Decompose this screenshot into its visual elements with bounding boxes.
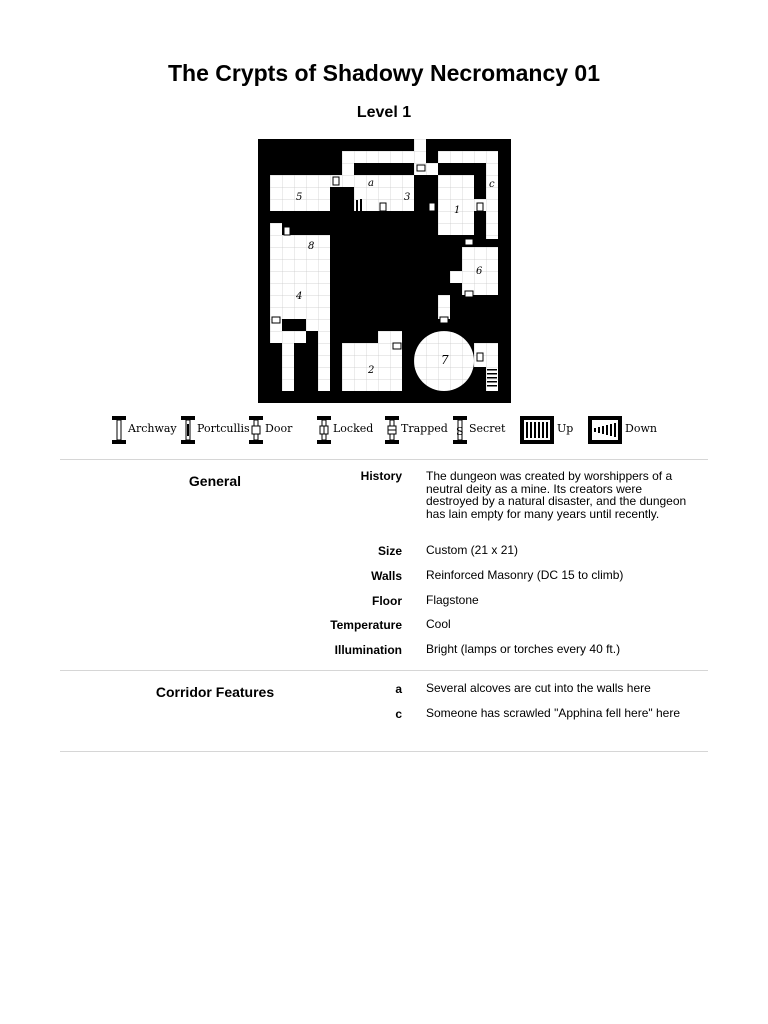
row-value-history: The dungeon was created by worshippers of a neutral deity as a mine. Its creators were destroyed by a natural disaster, and the dungeon has lain empty for many years until recently. — [426, 469, 687, 521]
legend-label-locked: Locked — [333, 422, 374, 435]
row-label-walls: Walls — [371, 569, 402, 583]
stairs-down-icon — [588, 416, 622, 444]
row-value-corridor-a: Several alcoves are cut into the walls here — [426, 681, 651, 695]
legend-label-down: Down — [625, 422, 657, 435]
room-label-1: 1 — [454, 205, 461, 216]
page-title: The Crypts of Shadowy Necromancy 01 — [167, 60, 600, 86]
room-label-6: 6 — [476, 266, 483, 277]
divider — [60, 751, 708, 752]
divider — [60, 670, 708, 671]
room-label-8: 8 — [308, 241, 315, 252]
map-legend — [0, 416, 768, 444]
row-value-corridor-c: Someone has scrawled "Apphina fell here" here — [426, 706, 681, 720]
row-value-temperature: Cool — [426, 617, 451, 631]
row-label-history: History — [360, 469, 402, 483]
legend-label-up: Up — [557, 422, 574, 435]
legend-label-trapped: Trapped — [401, 422, 448, 435]
svg-text:S: S — [456, 425, 464, 438]
row-label-illumination: Illumination — [334, 643, 402, 657]
archway-icon — [112, 416, 126, 444]
level-heading: Level 1 — [356, 104, 412, 121]
row-label-corridor-c: c — [395, 707, 402, 721]
section-title-general: General — [188, 473, 242, 489]
room-label-4: 4 — [296, 291, 303, 302]
trapped-door-icon — [385, 416, 399, 444]
row-value-size: Custom (21 x 21) — [426, 543, 519, 557]
room-label-2: 2 — [368, 365, 375, 376]
legend-label-portcullis: Portcullis — [197, 422, 250, 435]
room-label-3: 3 — [404, 192, 411, 203]
legend-label-secret: Secret — [469, 422, 506, 435]
stairs-up-icon — [520, 416, 554, 444]
corridor-label-a: a — [368, 178, 374, 189]
room-label-5: 5 — [296, 192, 303, 203]
room-label-7: 7 — [441, 353, 449, 367]
row-label-corridor-a: a — [395, 682, 402, 696]
row-label-temperature: Temperature — [330, 618, 402, 632]
corridor-label-c: c — [489, 179, 495, 190]
portcullis-icon — [181, 416, 195, 444]
divider — [60, 459, 708, 460]
dungeon-map — [258, 139, 511, 403]
row-label-size: Size — [377, 544, 402, 558]
secret-door-icon — [453, 416, 467, 444]
door-icon — [249, 416, 263, 444]
row-value-illumination: Bright (lamps or torches every 40 ft.) — [426, 642, 621, 656]
row-value-floor: Flagstone — [426, 593, 479, 607]
section-title-corridor-features: Corridor Features — [155, 684, 275, 700]
row-label-floor: Floor — [372, 594, 402, 608]
locked-door-icon — [317, 416, 331, 444]
legend-label-archway: Archway — [128, 422, 177, 435]
legend-label-door: Door — [265, 422, 293, 435]
row-value-walls: Reinforced Masonry (DC 15 to climb) — [426, 568, 624, 582]
